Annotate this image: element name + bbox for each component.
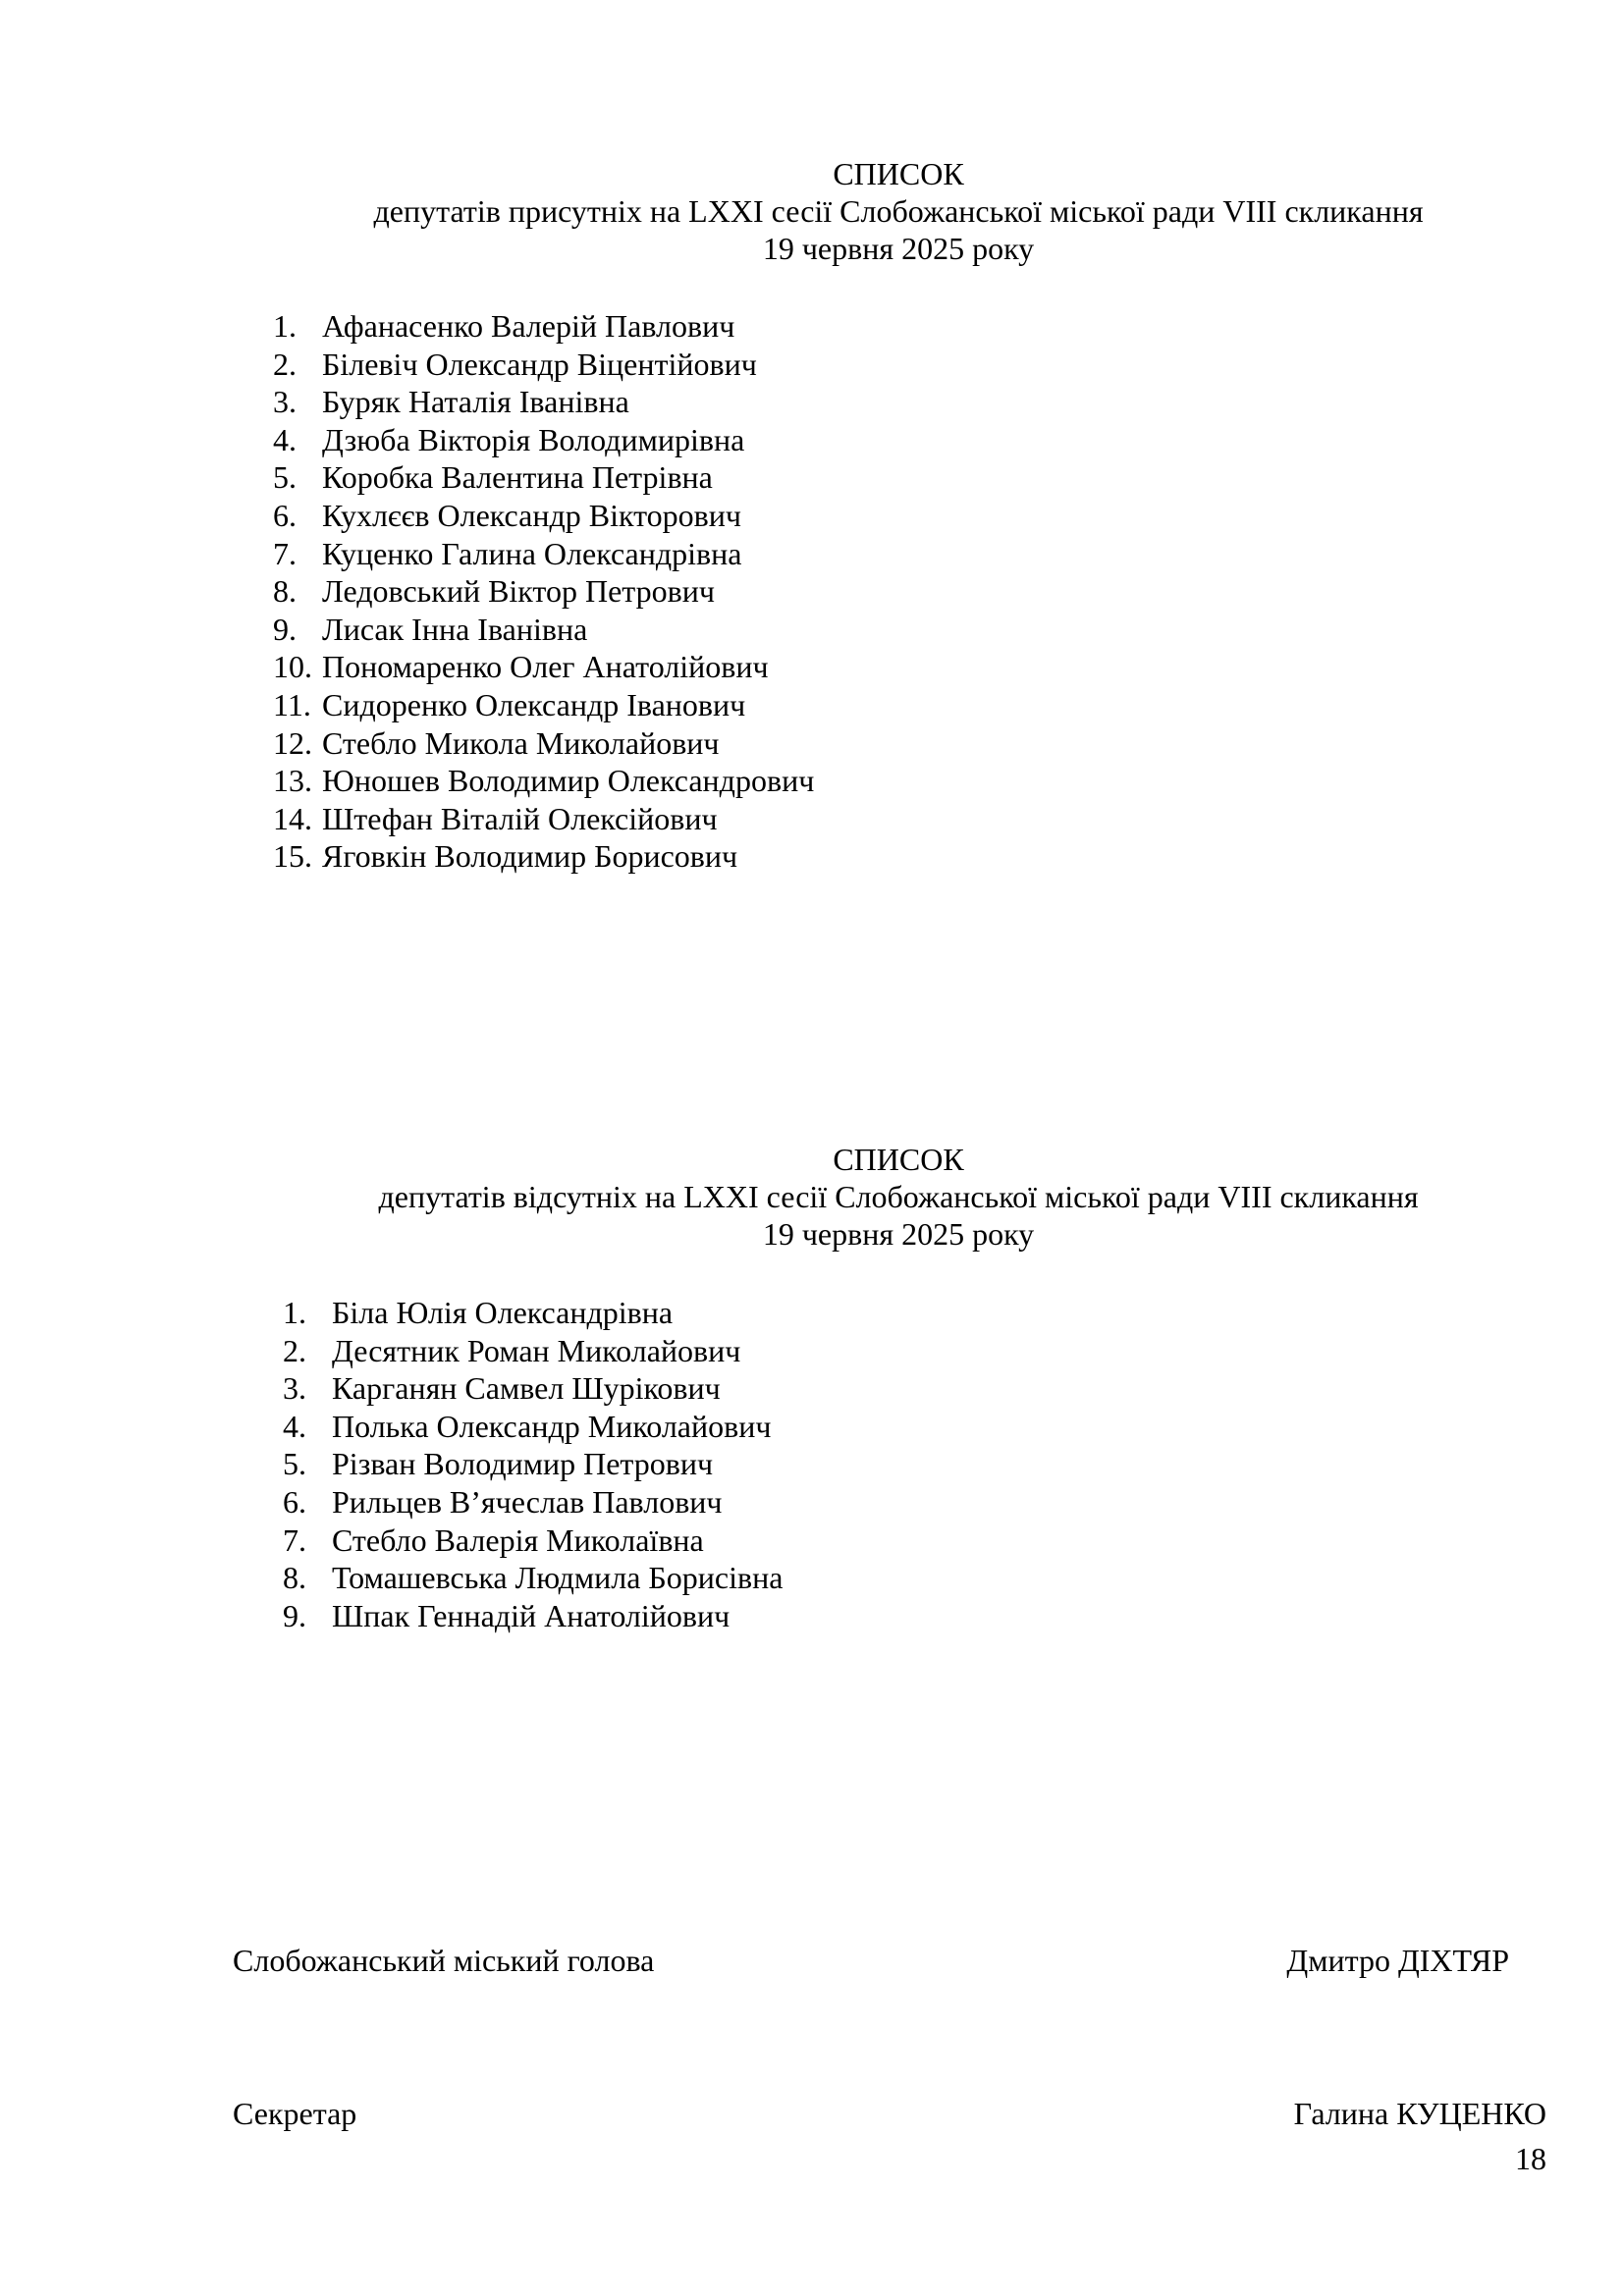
list-item-number: 1. <box>273 308 297 344</box>
list-item <box>283 1332 783 1370</box>
list-item-name: Пономаренко Олег Анатолійович <box>322 649 769 685</box>
list-item <box>273 307 814 346</box>
list-item-name: Полька Олександр Миколайович <box>332 1408 772 1444</box>
list-item-name: Білевіч Олександр Віцентійович <box>322 346 757 382</box>
mayor-name: Дмитро ДІХТЯР <box>1286 1943 1509 1978</box>
secretary-name: Галина КУЦЕНКО <box>1293 2096 1546 2131</box>
list-item-number: 11. <box>273 686 311 722</box>
list-item-name: Яговкін Володимир Борисович <box>322 838 738 875</box>
list-item-number: 13. <box>273 763 312 799</box>
absent-list-subtitle: депутатів відсутніх на LXXI сесії Слобожанської міської ради VIII скликання <box>378 1179 1419 1214</box>
list-item-name: Десятник Роман Миколайович <box>332 1332 741 1368</box>
page-number: 18 <box>1515 2141 1546 2176</box>
list-item <box>273 762 814 800</box>
list-item-name: Афанасенко Валерій Павлович <box>322 308 735 344</box>
list-item-name: Юношев Володимир Олександрович <box>322 763 815 799</box>
list-item-number: 1. <box>283 1295 306 1330</box>
list-item <box>283 1559 783 1597</box>
list-item <box>273 800 814 838</box>
list-item-number: 7. <box>283 1522 306 1558</box>
list-item-name: Стебло Валерія Миколаївна <box>332 1522 704 1558</box>
list-item <box>273 572 814 611</box>
list-item <box>283 1597 783 1635</box>
list-item <box>283 1483 783 1522</box>
absent-list-heading <box>0 1141 1624 1253</box>
list-item <box>283 1408 783 1446</box>
absent-list-title: СПИСОК <box>833 1142 964 1177</box>
list-item <box>273 648 814 686</box>
list-item-name: Рильцев В’ячеслав Павлович <box>332 1483 723 1520</box>
list-item <box>283 1294 783 1332</box>
list-item <box>273 686 814 724</box>
present-list-title: СПИСОК <box>833 156 964 191</box>
list-item-name: Різван Володимир Петрович <box>332 1446 714 1482</box>
list-item-number: 4. <box>273 421 297 457</box>
list-item <box>273 383 814 421</box>
list-item <box>273 724 814 763</box>
list-item <box>283 1369 783 1408</box>
list-item-number: 9. <box>283 1597 306 1633</box>
list-item-name: Штефан Віталій Олексійович <box>322 800 718 836</box>
present-list-date: 19 червня 2025 року <box>762 231 1035 266</box>
present-list-heading <box>0 155 1624 267</box>
list-item <box>283 1522 783 1560</box>
list-item <box>273 458 814 497</box>
mayor-title: Слобожанський міський голова <box>233 1943 655 1978</box>
list-item <box>273 611 814 649</box>
list-item <box>283 1445 783 1483</box>
list-item-name: Біла Юлія Олександрівна <box>332 1295 674 1330</box>
present-deputies-list <box>273 307 814 876</box>
list-item-name: Буряк Наталія Іванівна <box>322 384 629 420</box>
list-item-number: 6. <box>283 1483 306 1520</box>
absent-list-date: 19 червня 2025 року <box>762 1216 1035 1252</box>
list-item-number: 8. <box>283 1560 306 1596</box>
list-item-number: 6. <box>273 497 297 533</box>
absent-deputies-list <box>283 1294 783 1634</box>
list-item <box>273 497 814 535</box>
list-item-name: Ледовський Віктор Петрович <box>322 573 715 610</box>
list-item-number: 10. <box>273 649 312 685</box>
list-item-number: 3. <box>283 1370 306 1407</box>
list-item-number: 5. <box>273 459 297 496</box>
list-item-name: Сидоренко Олександр Іванович <box>322 686 746 722</box>
list-item <box>273 535 814 573</box>
list-item-name: Лисак Інна Іванівна <box>322 611 588 647</box>
list-item-number: 12. <box>273 724 312 761</box>
list-item-name: Дзюба Вікторія Володимирівна <box>322 421 745 457</box>
list-item-name: Куценко Галина Олександрівна <box>322 535 742 571</box>
list-item <box>273 346 814 384</box>
list-item <box>273 837 814 876</box>
list-item-name: Коробка Валентина Петрівна <box>322 459 713 496</box>
secretary-title: Секретар <box>233 2096 357 2131</box>
list-item-name: Карганян Самвел Шурікович <box>332 1370 721 1407</box>
list-item-number: 4. <box>283 1408 306 1444</box>
list-item-number: 9. <box>273 611 297 647</box>
list-item-number: 5. <box>283 1446 306 1482</box>
list-item-number: 7. <box>273 535 297 571</box>
list-item-number: 8. <box>273 573 297 610</box>
list-item-name: Стебло Микола Миколайович <box>322 724 720 761</box>
list-item-number: 2. <box>283 1332 306 1368</box>
list-item-number: 15. <box>273 838 312 875</box>
present-list-subtitle: депутатів присутніх на LXXI сесії Слобожанської міської ради VIII скликання <box>373 193 1424 229</box>
list-item-number: 2. <box>273 346 297 382</box>
list-item-name: Томашевська Людмила Борисівна <box>332 1560 784 1596</box>
list-item-name: Шпак Геннадій Анатолійович <box>332 1597 731 1633</box>
list-item-number: 14. <box>273 800 312 836</box>
list-item-number: 3. <box>273 384 297 420</box>
list-item <box>273 421 814 459</box>
list-item-name: Кухлєєв Олександр Вікторович <box>322 497 741 533</box>
